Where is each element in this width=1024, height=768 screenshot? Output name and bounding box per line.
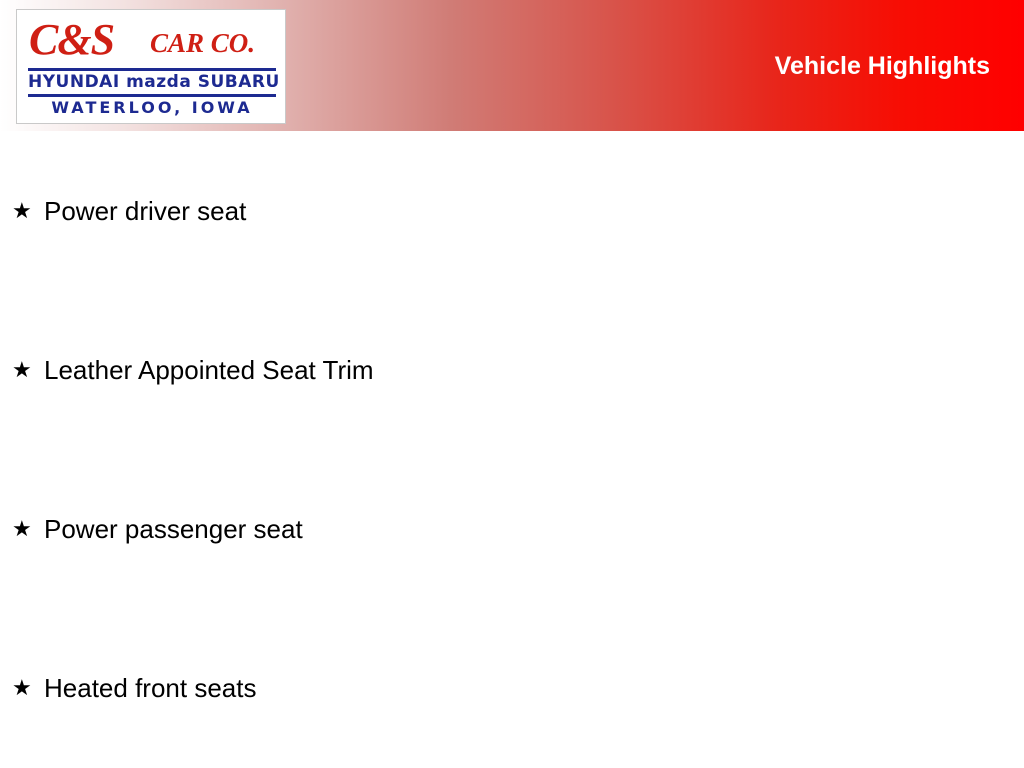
highlights-list <box>0 131 1024 768</box>
logo-city-line: WATERLOO, IOWA <box>51 98 253 117</box>
star-icon: ★ <box>12 516 32 541</box>
star-icon: ★ <box>12 357 32 382</box>
list-item-label: Power passenger seat <box>44 514 303 544</box>
list-item <box>12 350 972 390</box>
star-icon: ★ <box>12 675 32 700</box>
logo-brands-line: HYUNDAI mazda SUBARU <box>28 68 276 97</box>
list-item <box>12 668 972 708</box>
list-item <box>12 509 972 549</box>
list-item-label: Power driver seat <box>44 196 247 226</box>
dealer-logo <box>16 9 286 124</box>
header-banner <box>0 0 1024 131</box>
logo-initials: C&S <box>29 15 115 64</box>
page-title: Vehicle Highlights <box>774 52 990 80</box>
star-icon: ★ <box>12 198 32 223</box>
logo-suffix: CAR CO. <box>150 28 256 58</box>
logo-wordmark <box>17 12 285 68</box>
list-item-label: Leather Appointed Seat Trim <box>44 355 374 385</box>
list-item-label: Heated front seats <box>44 673 257 703</box>
list-item <box>12 191 972 231</box>
